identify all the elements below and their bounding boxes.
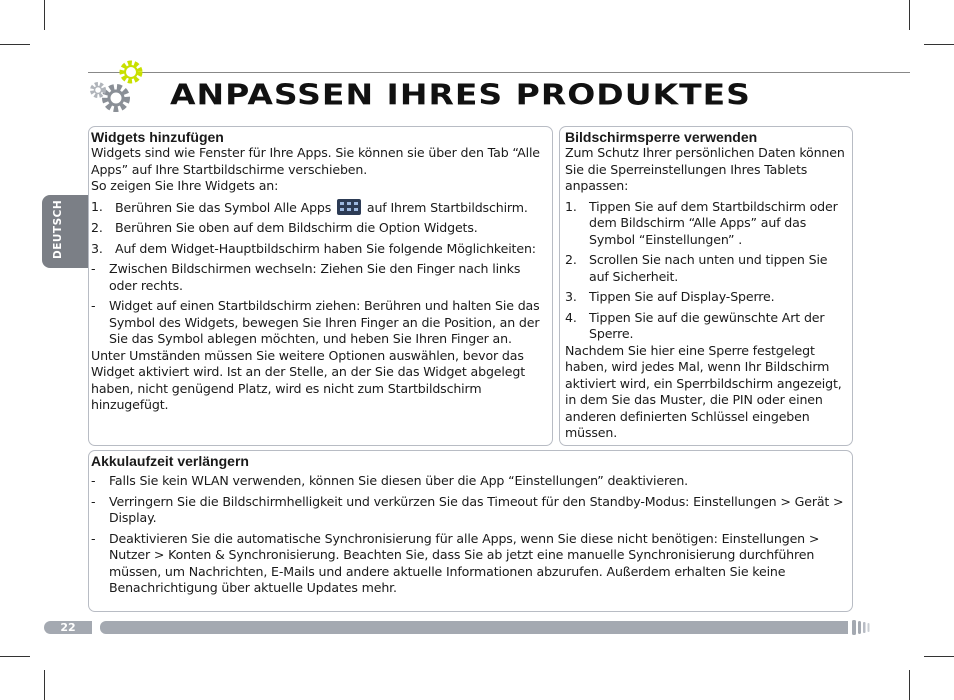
widgets-bullet: - Zwischen Bildschirmen wechseln: Ziehen Sie den Finger nach links oder rechts.: [91, 261, 521, 293]
battery-section: [88, 450, 853, 612]
widgets-intro-2: So zeigen Sie Ihre Widgets an:: [91, 178, 279, 193]
crop-mark: [44, 0, 45, 30]
footer-bar: [100, 621, 848, 634]
battery-bullet: - Falls Sie kein WLAN verwenden, können Sie diesen über die App “Einstellungen” deaktivieren.: [91, 473, 689, 488]
language-tab: [42, 195, 89, 268]
widgets-step: 3. Auf dem Widget-Hauptbildschirm haben Sie folgende Möglichkeiten:: [91, 240, 536, 256]
gears-icon: [86, 56, 166, 116]
crop-mark: [924, 656, 954, 657]
lock-outro: Nachdem Sie hier eine Sperre festgelegt haben, wird jedes Mal, wenn Ihr Bildschirm aktiviert wird, ein Sperrbildschirm angezeigt, in dem Sie das Muster, die PIN oder einen anderen definierten Schlüssel eingeben müssen.: [565, 342, 842, 440]
crop-mark: [0, 44, 30, 45]
crop-mark: [0, 656, 30, 657]
language-tab-label: DEUTSCH: [52, 199, 64, 259]
lock-step: 1. Tippen Sie auf dem Startbildschirm oder dem Bildschirm “Alle Apps” auf das Symbol “Einstellungen” .: [565, 198, 838, 247]
crop-mark: [909, 670, 910, 700]
lock-intro: Zum Schutz Ihrer persönlichen Daten können Sie die Sperreinstellungen Ihres Tablets anpassen:: [565, 145, 845, 193]
all-apps-icon: [337, 199, 361, 215]
widgets-intro: Widgets sind wie Fenster für Ihre Apps. Sie können sie über den Tab “Alle Apps” auf Ihre Startbildschirme verschieben.: [91, 145, 540, 177]
battery-heading: Akkulaufzeit verlängern: [91, 453, 249, 469]
widgets-step: 1. Berühren Sie das Symbol Alle Apps auf Ihrem Startbildschirm.: [91, 198, 528, 215]
page-title: ANPASSEN IHRES PRODUKTES: [170, 78, 751, 112]
widgets-outro: Unter Umständen müssen Sie weitere Optionen auswählen, bevor das Widget aktiviert wird. Ist an der Stelle, an der Sie das Widget abgelegt haben, nicht genügend Platz, wird es nicht zum Startbildschirm hinzugefügt.: [91, 347, 525, 412]
widgets-step: 2. Berühren Sie oben auf dem Bildschirm die Option Widgets.: [91, 220, 478, 235]
widgets-heading: Widgets hinzufügen: [91, 129, 224, 145]
battery-bullet: - Verringern Sie die Bildschirmhelligkeit und verkürzen Sie das Timeout für den Standby-Modus: Einstellungen > Gerät > Display.: [91, 493, 844, 525]
page-number: 22: [44, 621, 92, 634]
widgets-bullet: - Widget auf einen Startbildschirm ziehen: Berühren und halten Sie das Symbol des Widgets, bewegen Sie Ihren Finger an die Position, an der Sie das Symbol ablegen möchten, und heben Sie Ihren Finger an.: [91, 298, 540, 346]
crop-mark: [44, 670, 45, 700]
footer-end-marks: [852, 619, 874, 636]
lock-step: 4. Tippen Sie auf die gewünschte Art der Sperre.: [565, 309, 825, 341]
lock-heading: Bildschirmsperre verwenden: [565, 129, 758, 145]
crop-mark: [909, 0, 910, 30]
header-rule: [88, 72, 910, 73]
widgets-section: [88, 126, 553, 446]
crop-mark: [924, 44, 954, 45]
battery-bullet: - Deaktivieren Sie die automatische Synchronisierung für alle Apps, wenn Sie diese nicht benötigen: Einstellungen > Nutzer > Konten & Synchronisierung. Beachten Sie, dass Sie ab jetzt eine manuelle Synchronisierung durchführen müssen, um Nachrichten, E-Mails und andere aktuelle Informationen abzurufen. Außerdem erhalten Sie keine Benachrichtigung über aktuelle Updates mehr.: [91, 530, 820, 595]
lock-step: 2. Scrollen Sie nach unten und tippen Sie auf Sicherheit.: [565, 252, 828, 284]
lock-step: 3. Tippen Sie auf Display-Sperre.: [565, 289, 775, 304]
screen-lock-section: [559, 126, 853, 446]
